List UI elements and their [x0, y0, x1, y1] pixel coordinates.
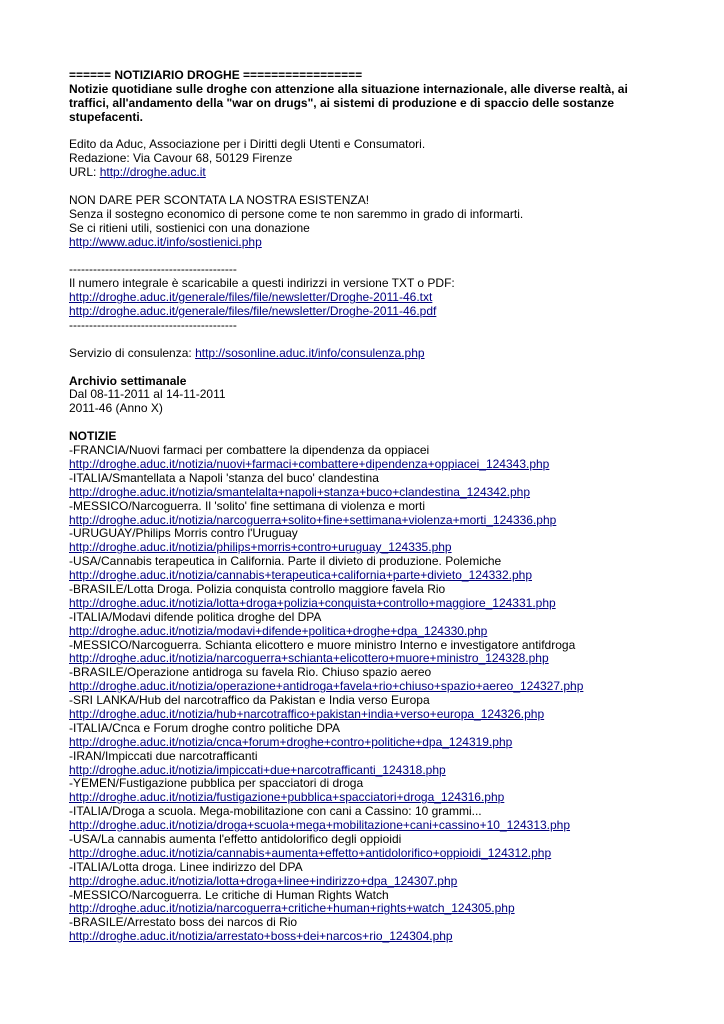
news-item-link[interactable]: http://droghe.aduc.it/notizia/operazione+antidroga+favela+rio+chiuso+spazio+aereo_124327.php [69, 679, 584, 694]
news-item-link-row [69, 708, 669, 722]
downloads-intro: Il numero integrale è scaricabile a questi indirizzi in versione TXT o PDF: [69, 276, 455, 291]
office-address: Redazione: Via Cavour 68, 50129 Firenze [69, 151, 293, 166]
news-item-link-row [69, 819, 669, 833]
news-item-link[interactable]: http://droghe.aduc.it/notizia/hub+narcotraffico+pakistan+india+verso+europa_124326.php [69, 706, 545, 721]
news-item-title: -MESSICO/Narcoguerra. Le critiche di Human Rights Watch [69, 887, 389, 902]
news-item-link-row [69, 514, 669, 528]
url-label: URL: [69, 165, 100, 180]
consulting-link[interactable]: http://sosonline.aduc.it/info/consulenza.php [195, 345, 425, 360]
news-item-title: -BRASILE/Arrestato boss dei narcos di Rio [69, 915, 298, 930]
news-item-link-row [69, 486, 669, 500]
news-item-link-row [69, 597, 669, 611]
news-item-link[interactable]: http://droghe.aduc.it/notizia/impiccati+due+narcotrafficanti_124318.php [69, 762, 446, 777]
news-item-link[interactable]: http://droghe.aduc.it/notizia/cannabis+terapeutica+california+parte+divieto_124332.php [69, 568, 533, 583]
news-item-link-row [69, 930, 669, 944]
newsletter-document [69, 69, 669, 944]
news-item-link[interactable]: http://droghe.aduc.it/notizia/lotta+droga+linee+indirizzo+dpa_124307.php [69, 873, 458, 888]
consulting-line [69, 347, 669, 361]
news-item-title: -ITALIA/Lotta droga. Linee indirizzo del DPA [69, 859, 303, 874]
news-item-link-row [69, 791, 669, 805]
news-item-link-row [69, 458, 669, 472]
spacer [69, 125, 669, 139]
news-item-link-row [69, 652, 669, 666]
news-item-link-row [69, 847, 669, 861]
edited-by: Edito da Aduc, Associazione per i Diritti degli Utenti e Consumatori. [69, 137, 426, 152]
news-heading: NOTIZIE [69, 429, 117, 444]
news-item-link-row [69, 736, 669, 750]
news-list [69, 444, 669, 944]
news-item-title: -USA/Cannabis terapeutica in California. Parte il divieto di produzione. Polemiche [69, 554, 502, 569]
news-item-link-row [69, 680, 669, 694]
spacer [69, 333, 669, 347]
download-pdf-link[interactable]: http://droghe.aduc.it/generale/files/file/newsletter/Droghe-2011-46.pdf [69, 304, 437, 319]
news-item-title: -ITALIA/Modavi difende politica droghe del DPA [69, 609, 322, 624]
news-item-link-row [69, 541, 669, 555]
news-item-title: -IRAN/Impiccati due narcotrafficanti [69, 748, 258, 763]
news-item-link[interactable]: http://droghe.aduc.it/notizia/nuovi+farmaci+combattere+dipendenza+oppiacei_124343.php [69, 456, 550, 471]
support-text-1: Senza il sostegno economico di persone come te non saremmo in grado di informarti. [69, 206, 524, 221]
spacer [69, 250, 669, 264]
separator-top: ------------------------------------------ [69, 262, 237, 277]
news-item-link[interactable]: http://droghe.aduc.it/notizia/droga+scuola+mega+mobilitazione+cani+cassino+10_124313.php [69, 818, 571, 833]
news-item-title: -MESSICO/Narcoguerra. Il 'solito' fine settimana di violenza e morti [69, 498, 426, 513]
news-item-link-row [69, 625, 669, 639]
separator-bottom: ------------------------------------------ [69, 318, 237, 333]
news-item-link[interactable]: http://droghe.aduc.it/notizia/modavi+difende+politica+droghe+dpa_124330.php [69, 623, 488, 638]
newsletter-title: ====== NOTIZIARIO DROGHE ================= [69, 68, 363, 82]
archive-issue: 2011-46 (Anno X) [69, 401, 163, 416]
spacer [69, 180, 669, 194]
intro-line-2: traffici, all'andamento della "war on drugs", ai sistemi di produzione e di spaccio delle sostanze [69, 95, 615, 110]
news-item-link[interactable]: http://droghe.aduc.it/notizia/arrestato+boss+dei+narcos+rio_124304.php [69, 929, 453, 944]
site-link[interactable]: http://droghe.aduc.it [99, 165, 206, 180]
spacer [69, 416, 669, 430]
archive-range: Dal 08-11-2011 al 14-11-2011 [69, 387, 226, 402]
news-item-title: -BRASILE/Lotta Droga. Polizia conquista controllo maggiore favela Rio [69, 581, 446, 596]
intro-line-3: stupefacenti. [69, 109, 144, 124]
support-heading: NON DARE PER SCONTATA LA NOSTRA ESISTENZA! [69, 193, 370, 208]
spacer [69, 361, 669, 375]
news-item-link[interactable]: http://droghe.aduc.it/notizia/narcoguerra+solito+fine+settimana+violenza+morti_124336.php [69, 512, 557, 527]
news-item-title: -ITALIA/Smantellata a Napoli 'stanza del buco' clandestina [69, 470, 379, 485]
news-item-link[interactable]: http://droghe.aduc.it/notizia/philips+morris+contro+uruguay_124335.php [69, 540, 452, 555]
news-item-link[interactable]: http://droghe.aduc.it/notizia/narcoguerra+schianta+elicottero+muore+ministro_124328.php [69, 651, 549, 666]
news-item-link[interactable]: http://droghe.aduc.it/notizia/lotta+droga+polizia+conquista+controllo+maggiore_124331.php [69, 595, 556, 610]
news-item-link-row [69, 569, 669, 583]
intro-line-1: Notizie quotidiane sulle droghe con attenzione alla situazione internazionale, alle diverse realtà, ai [69, 81, 628, 96]
download-txt-link[interactable]: http://droghe.aduc.it/generale/files/file/newsletter/Droghe-2011-46.txt [69, 290, 433, 305]
news-item-title: -ITALIA/Droga a scuola. Mega-mobilitazione con cani a Cassino: 10 grammi... [69, 804, 482, 819]
news-item-title: -USA/La cannabis aumenta l'effetto antidolorifico degli oppioidi [69, 831, 402, 846]
news-item-link[interactable]: http://droghe.aduc.it/notizia/cannabis+aumenta+effetto+antidolorifico+oppioidi_124312.php [69, 845, 552, 860]
news-item-title: -SRI LANKA/Hub del narcotraffico da Pakistan e India verso Europa [69, 693, 430, 708]
donation-link[interactable]: http://www.aduc.it/info/sostienici.php [69, 234, 262, 249]
news-item-title: -ITALIA/Cnca e Forum droghe contro politiche DPA [69, 720, 341, 735]
archive-title: Archivio settimanale [69, 373, 187, 388]
support-text-2: Se ci ritieni utili, sostienici con una donazione [69, 220, 310, 235]
news-item-title: -URUGUAY/Philips Morris contro l'Uruguay [69, 526, 298, 541]
news-item-link[interactable]: http://droghe.aduc.it/notizia/cnca+forum+droghe+contro+politiche+dpa_124319.php [69, 734, 513, 749]
news-item-title: -YEMEN/Fustigazione pubblica per spacciatori di droga [69, 776, 364, 791]
news-item-link-row [69, 764, 669, 778]
news-item-title: -BRASILE/Operazione antidroga su favela Rio. Chiuso spazio aereo [69, 665, 432, 680]
news-item-title: -MESSICO/Narcoguerra. Schianta elicottero e muore ministro Interno e investigatore antifdroga [69, 637, 576, 652]
news-item-link[interactable]: http://droghe.aduc.it/notizia/fustigazione+pubblica+spacciatori+droga_124316.php [69, 790, 505, 805]
news-item-link-row [69, 875, 669, 889]
consulting-label: Servizio di consulenza: [69, 345, 196, 360]
news-item-title: -FRANCIA/Nuovi farmaci per combattere la dipendenza da oppiacei [69, 443, 430, 458]
url-line [69, 166, 669, 180]
news-item-link-row [69, 902, 669, 916]
news-item-link[interactable]: http://droghe.aduc.it/notizia/narcoguerra+critiche+human+rights+watch_124305.php [69, 901, 515, 916]
news-item-link[interactable]: http://droghe.aduc.it/notizia/smantelalta+napoli+stanza+buco+clandestina_124342.php [69, 484, 531, 499]
